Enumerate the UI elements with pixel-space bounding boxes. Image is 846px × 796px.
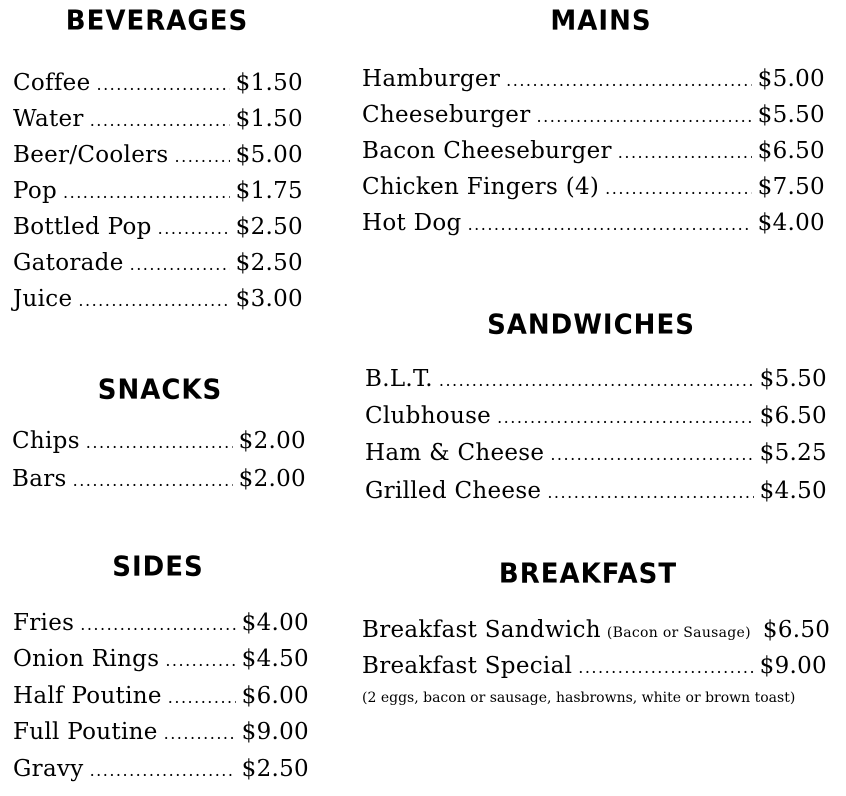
dot-leader [537,107,752,126]
menu-item-cheeseburger [362,102,825,128]
item-price: $4.00 [241,610,309,636]
menu-item-beer-coolers [13,142,303,168]
sides-title: SIDES [112,551,204,583]
menu-item-juice [13,286,303,312]
menu-item-pop [13,178,303,204]
item-name: Juice [13,286,73,312]
item-name: Cheeseburger [362,102,531,128]
dot-leader [506,71,752,90]
menu-item-bottled-pop [13,214,303,240]
dot-leader [468,215,752,234]
dot-leader [158,219,230,238]
snacks-title: SNACKS [97,374,223,406]
menu-item-hamburger [362,66,825,92]
item-name: Coffee [13,70,91,96]
menu-item-breakfast-special [362,653,827,679]
item-name: Bottled Pop [13,214,152,240]
item-name: Hot Dog [362,210,462,236]
dot-leader [90,761,236,780]
item-name: Beer/Coolers [13,142,169,168]
item-name: Gatorade [13,250,124,276]
item-price: $1.50 [235,70,303,96]
item-name: Pop [13,178,58,204]
item-price: $2.50 [235,250,303,276]
menu-item-gravy [13,756,309,782]
item-name: B.L.T. [365,366,433,392]
item-name [362,617,751,643]
menu-item-bacon-cheeseburger [362,138,825,164]
item-price: $9.00 [759,653,827,679]
item-note: (Bacon or Sausage) [606,625,751,641]
menu-item-fries [13,610,309,636]
menu-item-half-poutine [13,683,309,709]
item-price: $4.50 [241,646,309,672]
item-price: $6.50 [757,138,825,164]
item-name: Full Poutine [13,719,158,745]
item-price: $2.50 [235,214,303,240]
item-price: $1.50 [235,106,303,132]
item-name: Hamburger [362,66,501,92]
menu-item-full-poutine [13,719,309,745]
breakfast-title: BREAKFAST [498,558,678,590]
menu-item-onion-rings [13,646,309,672]
item-name: Water [13,106,84,132]
menu-item-coffee [13,70,303,96]
item-name: Fries [13,610,75,636]
menu-item-grilled-cheese [365,478,827,504]
item-name: Grilled Cheese [365,478,542,504]
item-price: $2.00 [238,466,306,492]
item-name: Chips [12,428,80,454]
dot-leader [86,433,233,452]
item-name: Half Poutine [13,683,162,709]
dot-leader [547,483,753,502]
item-price: $1.75 [235,178,303,204]
dot-leader [164,724,236,743]
item-price: $6.50 [759,403,827,429]
item-price: $6.50 [762,617,831,643]
dot-leader [97,75,230,94]
menu-item-blt [365,366,827,392]
dot-leader [439,371,754,390]
menu-item-clubhouse [365,403,827,429]
menu-item-chicken-fingers [362,174,825,200]
menu-item-bars [12,466,306,492]
dot-leader [63,183,230,202]
dot-leader [130,255,230,274]
item-price: $5.25 [759,440,827,466]
item-name: Onion Rings [13,646,160,672]
dot-leader [73,471,233,490]
item-price: $5.00 [757,66,825,92]
menu-item-hot-dog [362,210,825,236]
mains-title: MAINS [550,5,652,37]
item-name: Clubhouse [365,403,492,429]
item-name: Bars [12,466,67,492]
dot-leader [168,688,236,707]
breakfast-special-footnote: (2 eggs, bacon or sausage, hasbrowns, white or brown toast) [362,690,796,706]
dot-leader [175,147,230,166]
dot-leader [578,658,753,677]
menu-item-breakfast-sandwich [362,617,831,643]
item-name: Gravy [13,756,84,782]
item-name: Ham & Cheese [365,440,545,466]
dot-leader [605,179,751,198]
item-price: $5.50 [759,366,827,392]
dot-leader [550,445,753,464]
item-price: $4.50 [759,478,827,504]
dot-leader [165,651,235,670]
item-price: $6.00 [241,683,309,709]
dot-leader [78,291,229,310]
item-price: $4.00 [757,210,825,236]
dot-leader [497,408,754,427]
item-name: Bacon Cheeseburger [362,138,612,164]
item-name-text: Breakfast Sandwich [362,617,601,643]
menu-item-gatorade [13,250,303,276]
item-price: $5.50 [757,102,825,128]
item-price: $7.50 [757,174,825,200]
dot-leader [618,143,752,162]
item-name: Chicken Fingers (4) [362,174,600,200]
dot-leader [80,615,235,634]
item-price: $2.00 [238,428,306,454]
dot-leader [90,111,230,130]
menu-item-ham-cheese [365,440,827,466]
item-name: Breakfast Special [362,653,573,679]
sandwiches-title: SANDWICHES [487,309,695,341]
menu-item-chips [12,428,306,454]
beverages-title: BEVERAGES [65,5,249,37]
item-price: $5.00 [235,142,303,168]
menu-item-water [13,106,303,132]
item-price: $2.50 [241,756,309,782]
item-price: $9.00 [241,719,309,745]
item-price: $3.00 [235,286,303,312]
